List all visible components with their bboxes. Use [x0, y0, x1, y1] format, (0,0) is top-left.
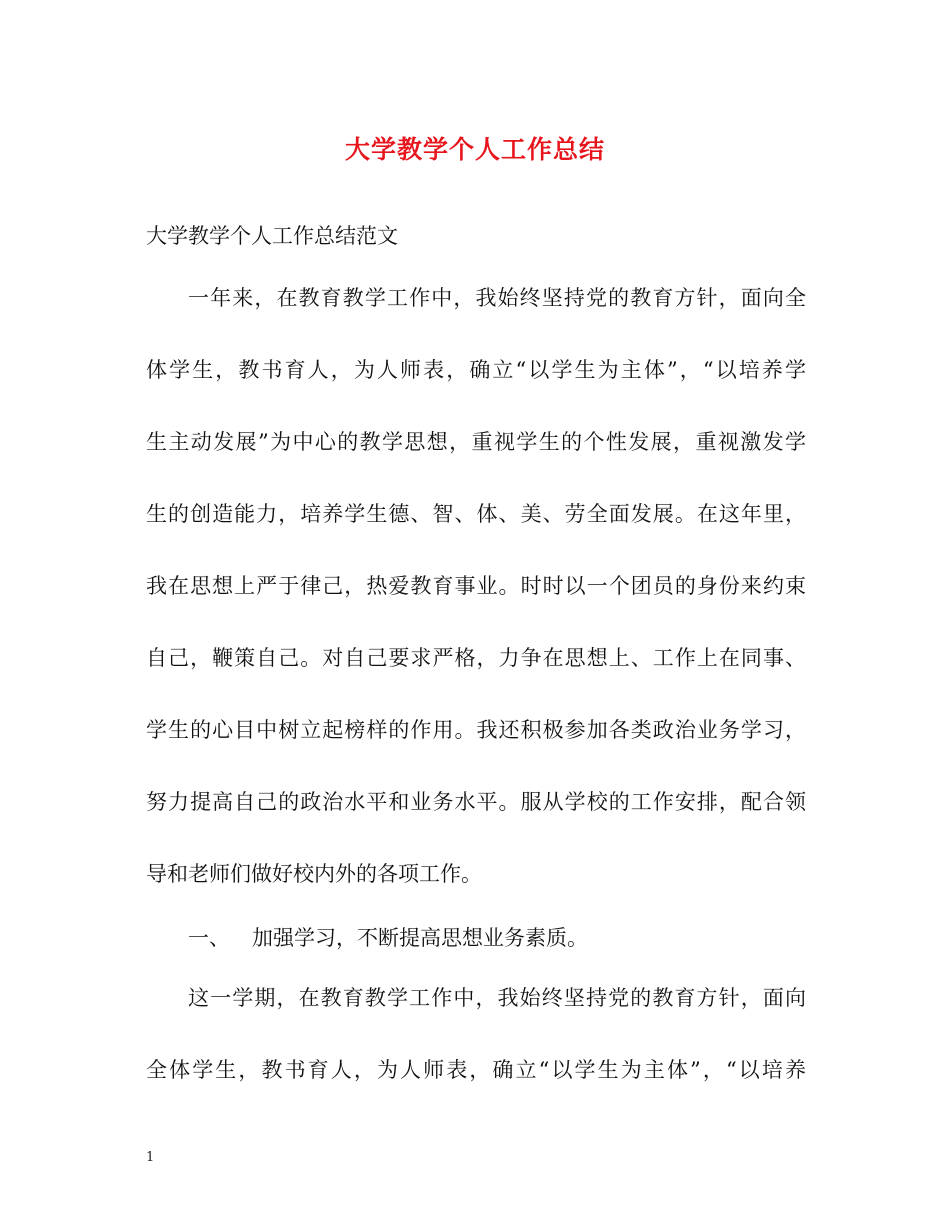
paragraph-line: 体学生，教书育人，为人师表，确立“以学生为主体”，“以培养学	[146, 358, 806, 382]
paragraph-line: 这一学期，在教育教学工作中，我始终坚持党的教育方针，面向	[188, 986, 806, 1010]
paragraph-line: 努力提高自己的政治水平和业务水平。服从学校的工作安排，配合领	[146, 790, 806, 814]
paragraph-1	[146, 262, 806, 910]
paragraph-line: 生主动发展”为中心的教学思想，重视学生的个性发展，重视激发学	[146, 430, 806, 454]
paragraph-line: 导和老师们做好校内外的各项工作。	[146, 862, 482, 886]
paragraph-line: 一年来，在教育教学工作中，我始终坚持党的教育方针，面向全	[188, 286, 806, 310]
document-subtitle: 大学教学个人工作总结范文	[146, 224, 398, 248]
paragraph-line: 学生的心目中树立起榜样的作用。我还积极参加各类政治业务学习，	[146, 718, 806, 742]
section-heading-1	[188, 922, 588, 954]
page-number: 1	[146, 1150, 155, 1165]
document-title: 大学教学个人工作总结	[344, 135, 605, 164]
paragraph-line: 自己，鞭策自己。对自己要求严格，力争在思想上、工作上在同事、	[146, 646, 806, 670]
paragraph-2	[146, 962, 806, 1106]
paragraph-line: 生的创造能力，培养学生德、智、体、美、劳全面发展。在这年里，	[146, 502, 806, 526]
section-number: 一、	[188, 926, 230, 950]
paragraph-line: 全体学生，教书育人，为人师表，确立“以学生为主体”，“以培养	[146, 1058, 806, 1082]
section-heading-text: 加强学习，不断提高思想业务素质。	[252, 926, 588, 950]
paragraph-line: 我在思想上严于律己，热爱教育事业。时时以一个团员的身份来约束	[146, 574, 806, 598]
